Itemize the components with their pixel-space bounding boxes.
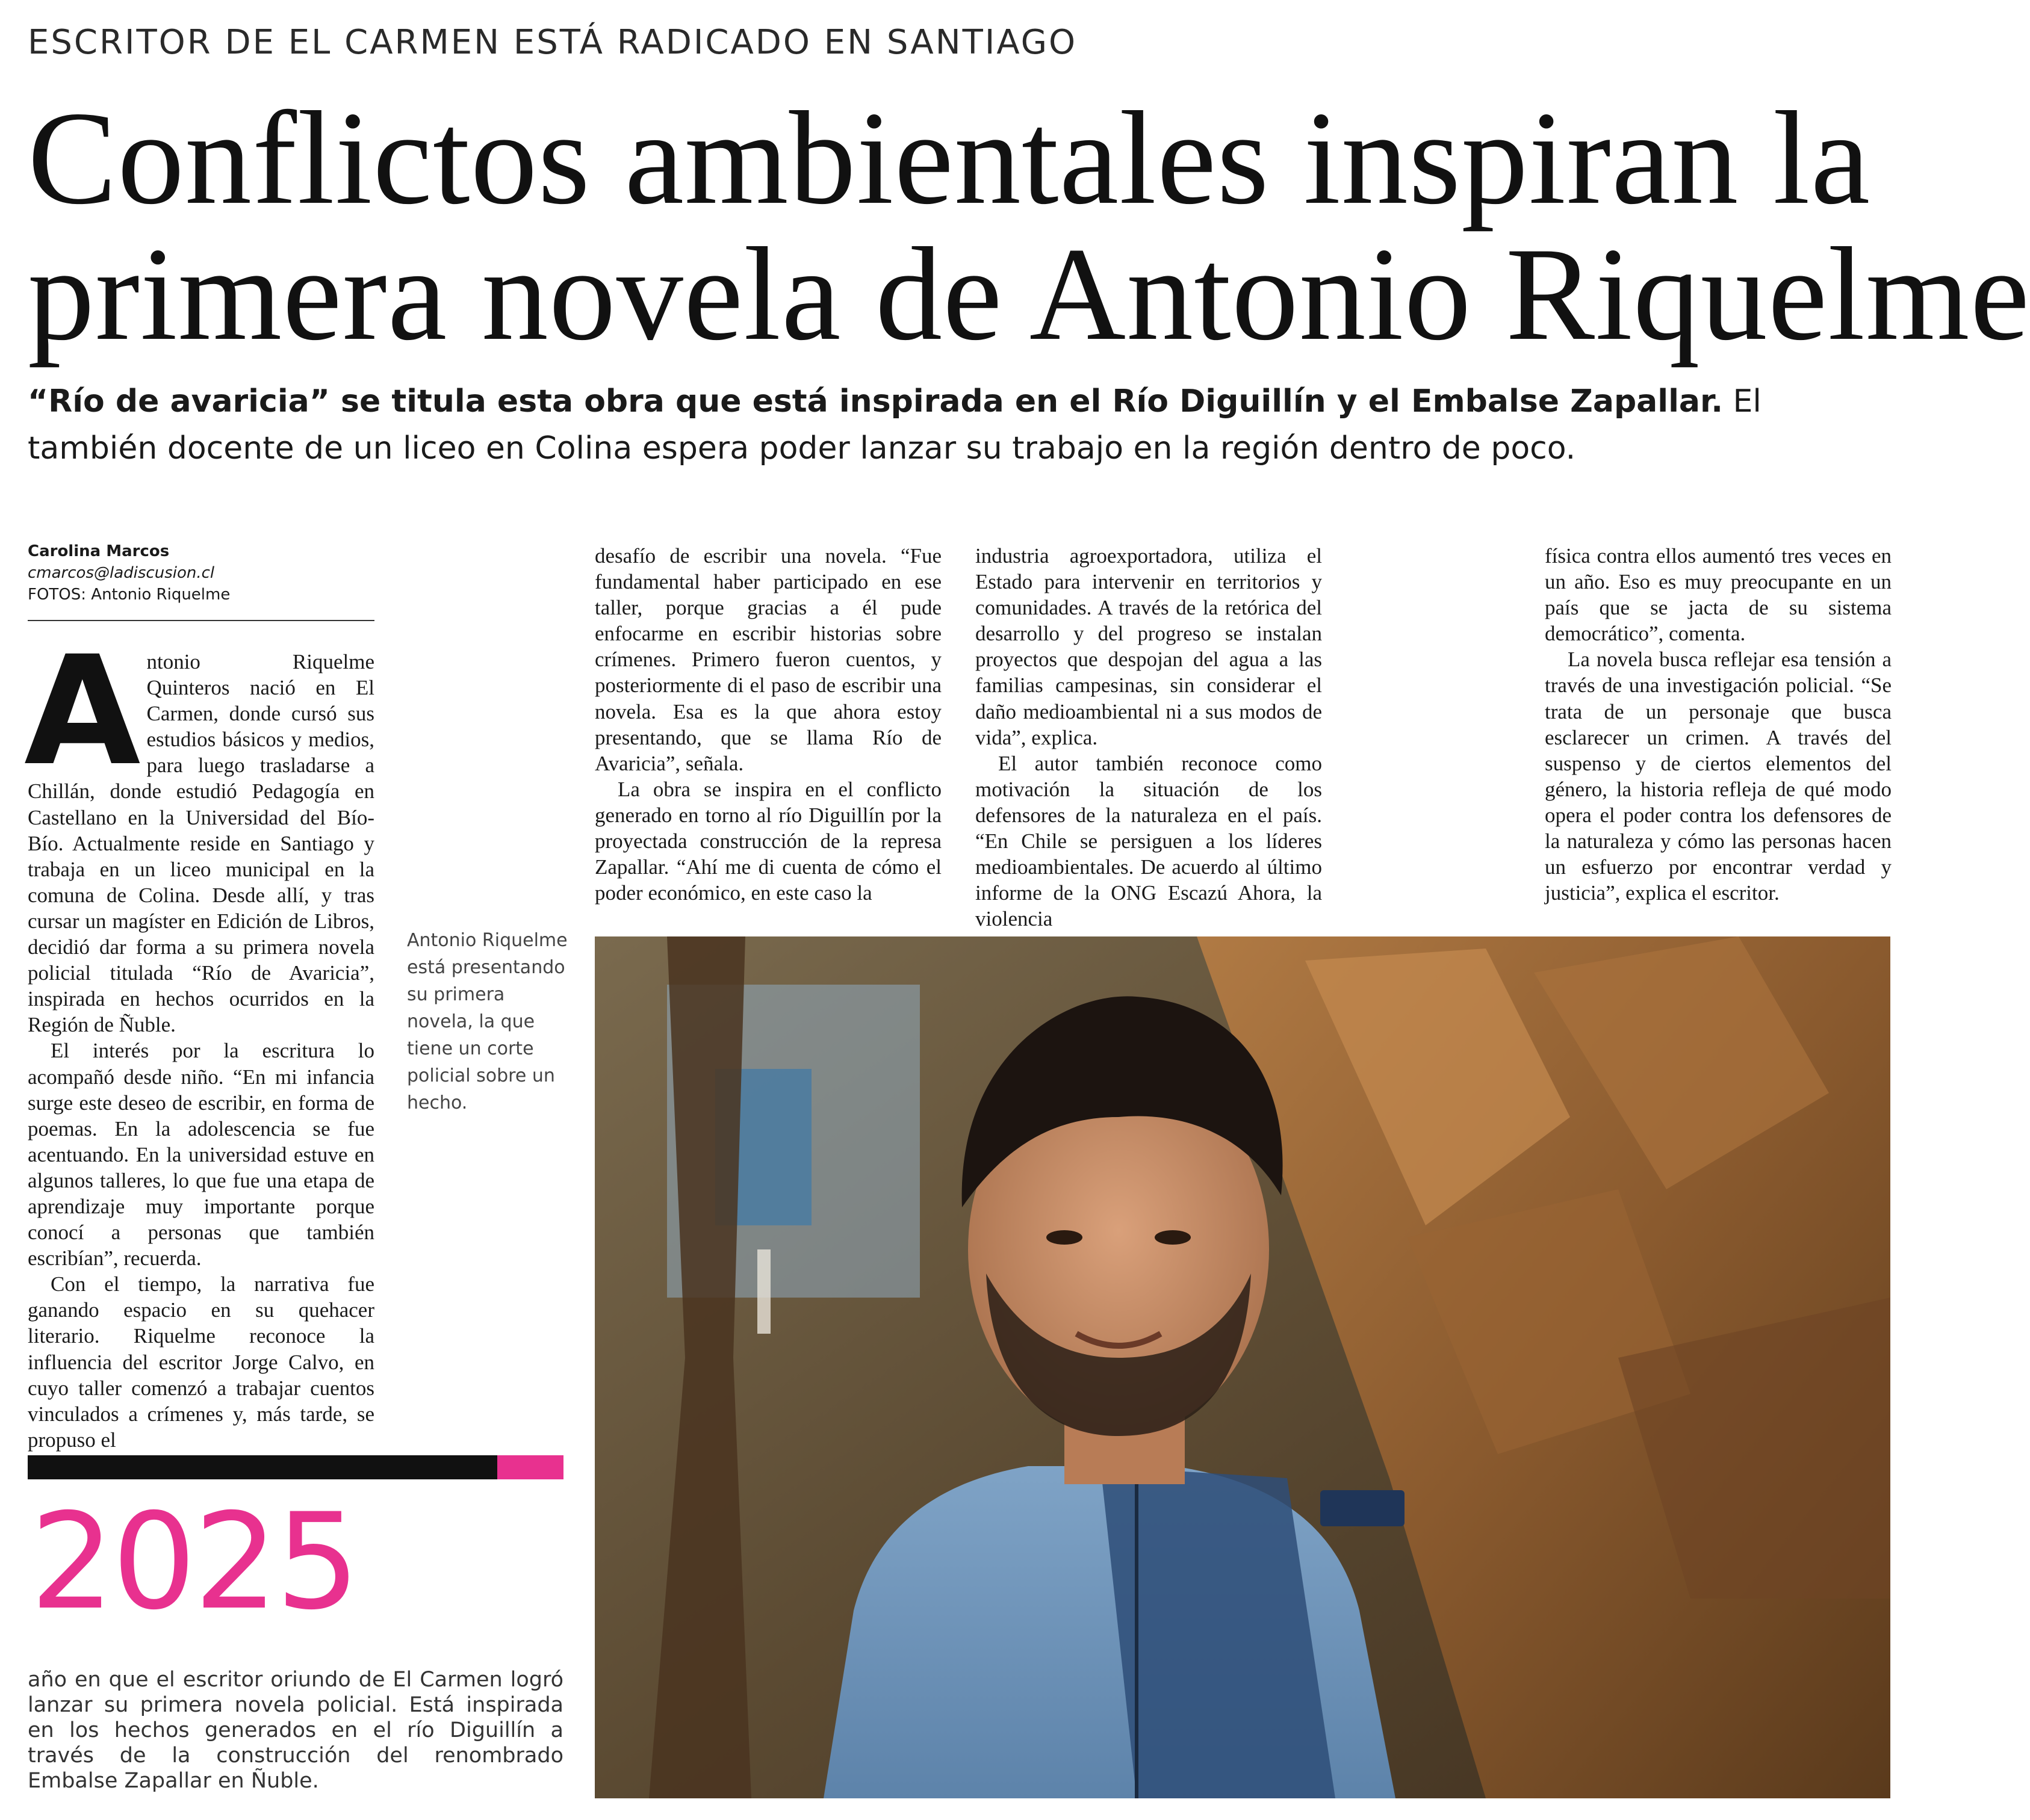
body-column-2 — [595, 543, 942, 916]
deck-regular: El también docente de un liceo en Colina espera poder lanzar su trabajo en la región dentro de poco. — [28, 383, 1762, 466]
body-paragraph — [24, 624, 374, 1038]
body-paragraph: La novela busca reflejar esa tensión a través de una investigación policial. “Se trata de un personaje que busca esclarecer un crimen. A través del suspenso y de ciertos elementos del género, la historia refleja de qué modo opera el poder contra los defensores de la naturaleza y cómo las personas hacen un esfuerzo por encontrar verdad y justicia”, explica el escritor. — [1545, 648, 1892, 905]
body-paragraph: Con el tiempo, la narrativa fue ganando espacio en su quehacer literario. Riquelme reconoce la influencia del escritor Jorge Calvo, en cuyo taller comenzó a trabajar cuentos vinculados a crímenes y, más tarde, se propuso el — [28, 1272, 374, 1452]
byline-author: Carolina Marcos — [28, 542, 170, 560]
drop-cap: A — [24, 624, 141, 799]
body-column-1 — [24, 624, 374, 1452]
body-column-3 — [975, 543, 1322, 931]
body-paragraph: El interés por la escritura lo acompañó desde niño. “En mi infancia surge este deseo de escribir, en forma de poemas. En la adolescencia se fue acentuando. En la universidad estuve en algunos talleres, lo que fue una etapa de aprendizaje muy importante porque conocí a personas que también escribían”, recuerda. — [28, 1039, 374, 1271]
factbox-year: 2025 — [30, 1485, 358, 1639]
byline-divider — [28, 620, 374, 621]
body-paragraph: El autor también reconoce como motivación la situación de los defensores de la naturaleza en el país. “En Chile se persiguen a los líderes medioambientales. De acuerdo al último informe de la ONG Escazú Ahora, la violencia — [975, 751, 1322, 931]
deck — [28, 378, 1882, 472]
deck-bold: “Río de avaricia” se titula esta obra que está inspirada en el Río Diguillín y el Embalse Zapallar. — [28, 383, 1723, 419]
factbox-bar-accent — [497, 1455, 563, 1479]
body-text: ntonio Riquelme Quinteros nació en El Carmen, donde cursó sus estudios básicos y medios, para luego trasladarse a Chillán, donde estudió Pedagogía en Castellano en la Universidad del Bío-Bío. Actualmente reside en Santiago y trabaja en un liceo municipal en la comuna de Colina. Desde allí, y tras cursar un magíster en Edición de Libros, decidió dar forma a su primera novela policial titulada “Río de Avaricia”, inspirada en hechos ocurridos en la Región de Ñuble. — [28, 650, 374, 1037]
photo-caption: Antonio Riquelme está presentando su primera novela, la que tiene un corte policial sobre un hecho. — [407, 930, 568, 1113]
body-paragraph: desafío de escribir una novela. “Fue fundamental haber participado en ese taller, porque gracias a él pude enfocarme en escribir historias sobre crímenes. Primero fueron cuentos, y posteriormente di el paso de escribir una novela. Esa es la que ahora estoy presentando, que se llama Río de Avaricia”, señala. — [595, 544, 942, 775]
headline — [28, 84, 2030, 368]
author-photo — [595, 936, 1890, 1798]
factbox-text: año en que el escritor oriundo de El Carmen logró lanzar su primera novela policial. Está inspirada en los hechos generados en el río Diguillín a través de la construcción del renombrado Embalse Zapallar en Ñuble. — [28, 1668, 563, 1793]
body-paragraph: industria agroexportadora, utiliza el Estado para intervenir en territorios y comunidades. A través de la retórica del desarrollo y del progreso se instalan proyectos que despojan del agua a las familias campesinas, sin considerar el daño medioambiental ni a sus modos de vida”, explica. — [975, 544, 1322, 749]
body-column-4 — [1545, 543, 1892, 916]
section-kicker: ESCRITOR DE EL CARMEN ESTÁ RADICADO EN SANTIAGO — [28, 23, 1078, 62]
headline-line-1: Conflictos ambientales inspiran la — [28, 84, 1871, 232]
factbox-bar — [28, 1455, 497, 1479]
byline — [28, 540, 374, 605]
byline-photo-credit: FOTOS: Antonio Riquelme — [28, 586, 231, 604]
headline-line-2: primera novela de Antonio Riquelme — [28, 220, 2030, 368]
body-paragraph: La obra se inspira en el conflicto generado en torno al río Diguillín por la proyectada construcción de la represa Zapallar. “Ahí me di cuenta de cómo el poder económico, en este caso la — [595, 777, 942, 905]
byline-email: cmarcos@ladiscusion.cl — [28, 564, 215, 582]
body-paragraph: física contra ellos aumentó tres veces en un año. Eso es muy preocupante en un país que se jacta de su sistema democrático”, comenta. — [1545, 544, 1892, 646]
